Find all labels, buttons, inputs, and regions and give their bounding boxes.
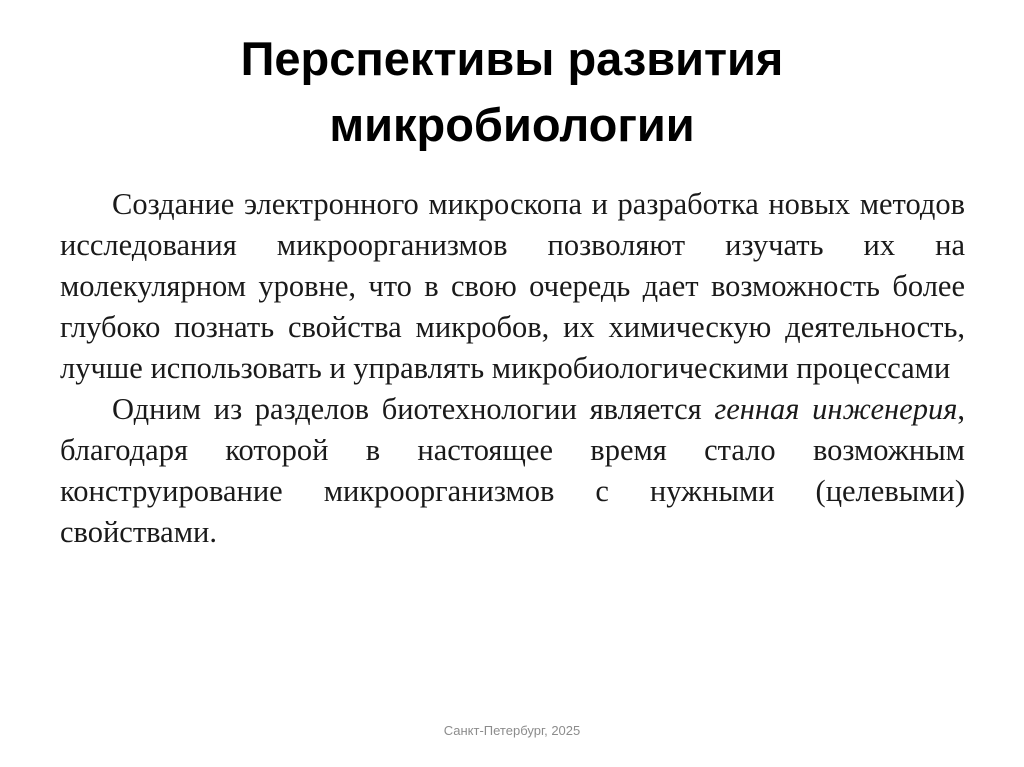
paragraph-2-emphasis: генная инженерия	[714, 392, 958, 426]
slide-body	[60, 184, 965, 553]
slide-title-line-2: микробиологии	[329, 98, 695, 151]
paragraph-2-text-end: , благодаря которой в настоящее время стало возможным конструирование микроорганизмов с нужными (целевыми) свойствами.	[60, 392, 966, 549]
paragraph-2	[60, 389, 965, 553]
paragraph-1: Создание электронного микроскопа и разработка новых методов исследования микроорганизмов позволяют изучать их на молекулярном уровне, что в свою очередь дает возможность более глубоко познать свойства микробов, их химическую деятельность, лучше использовать и управлять микробиологическими процессами	[60, 187, 965, 385]
slide-title-line-1: Перспективы развития	[240, 32, 784, 85]
paragraph-2-text-start: Одним из разделов биотехнологии является	[112, 392, 715, 426]
slide-footer: Санкт-Петербург, 2025	[443, 723, 581, 738]
slide-title	[60, 26, 964, 158]
